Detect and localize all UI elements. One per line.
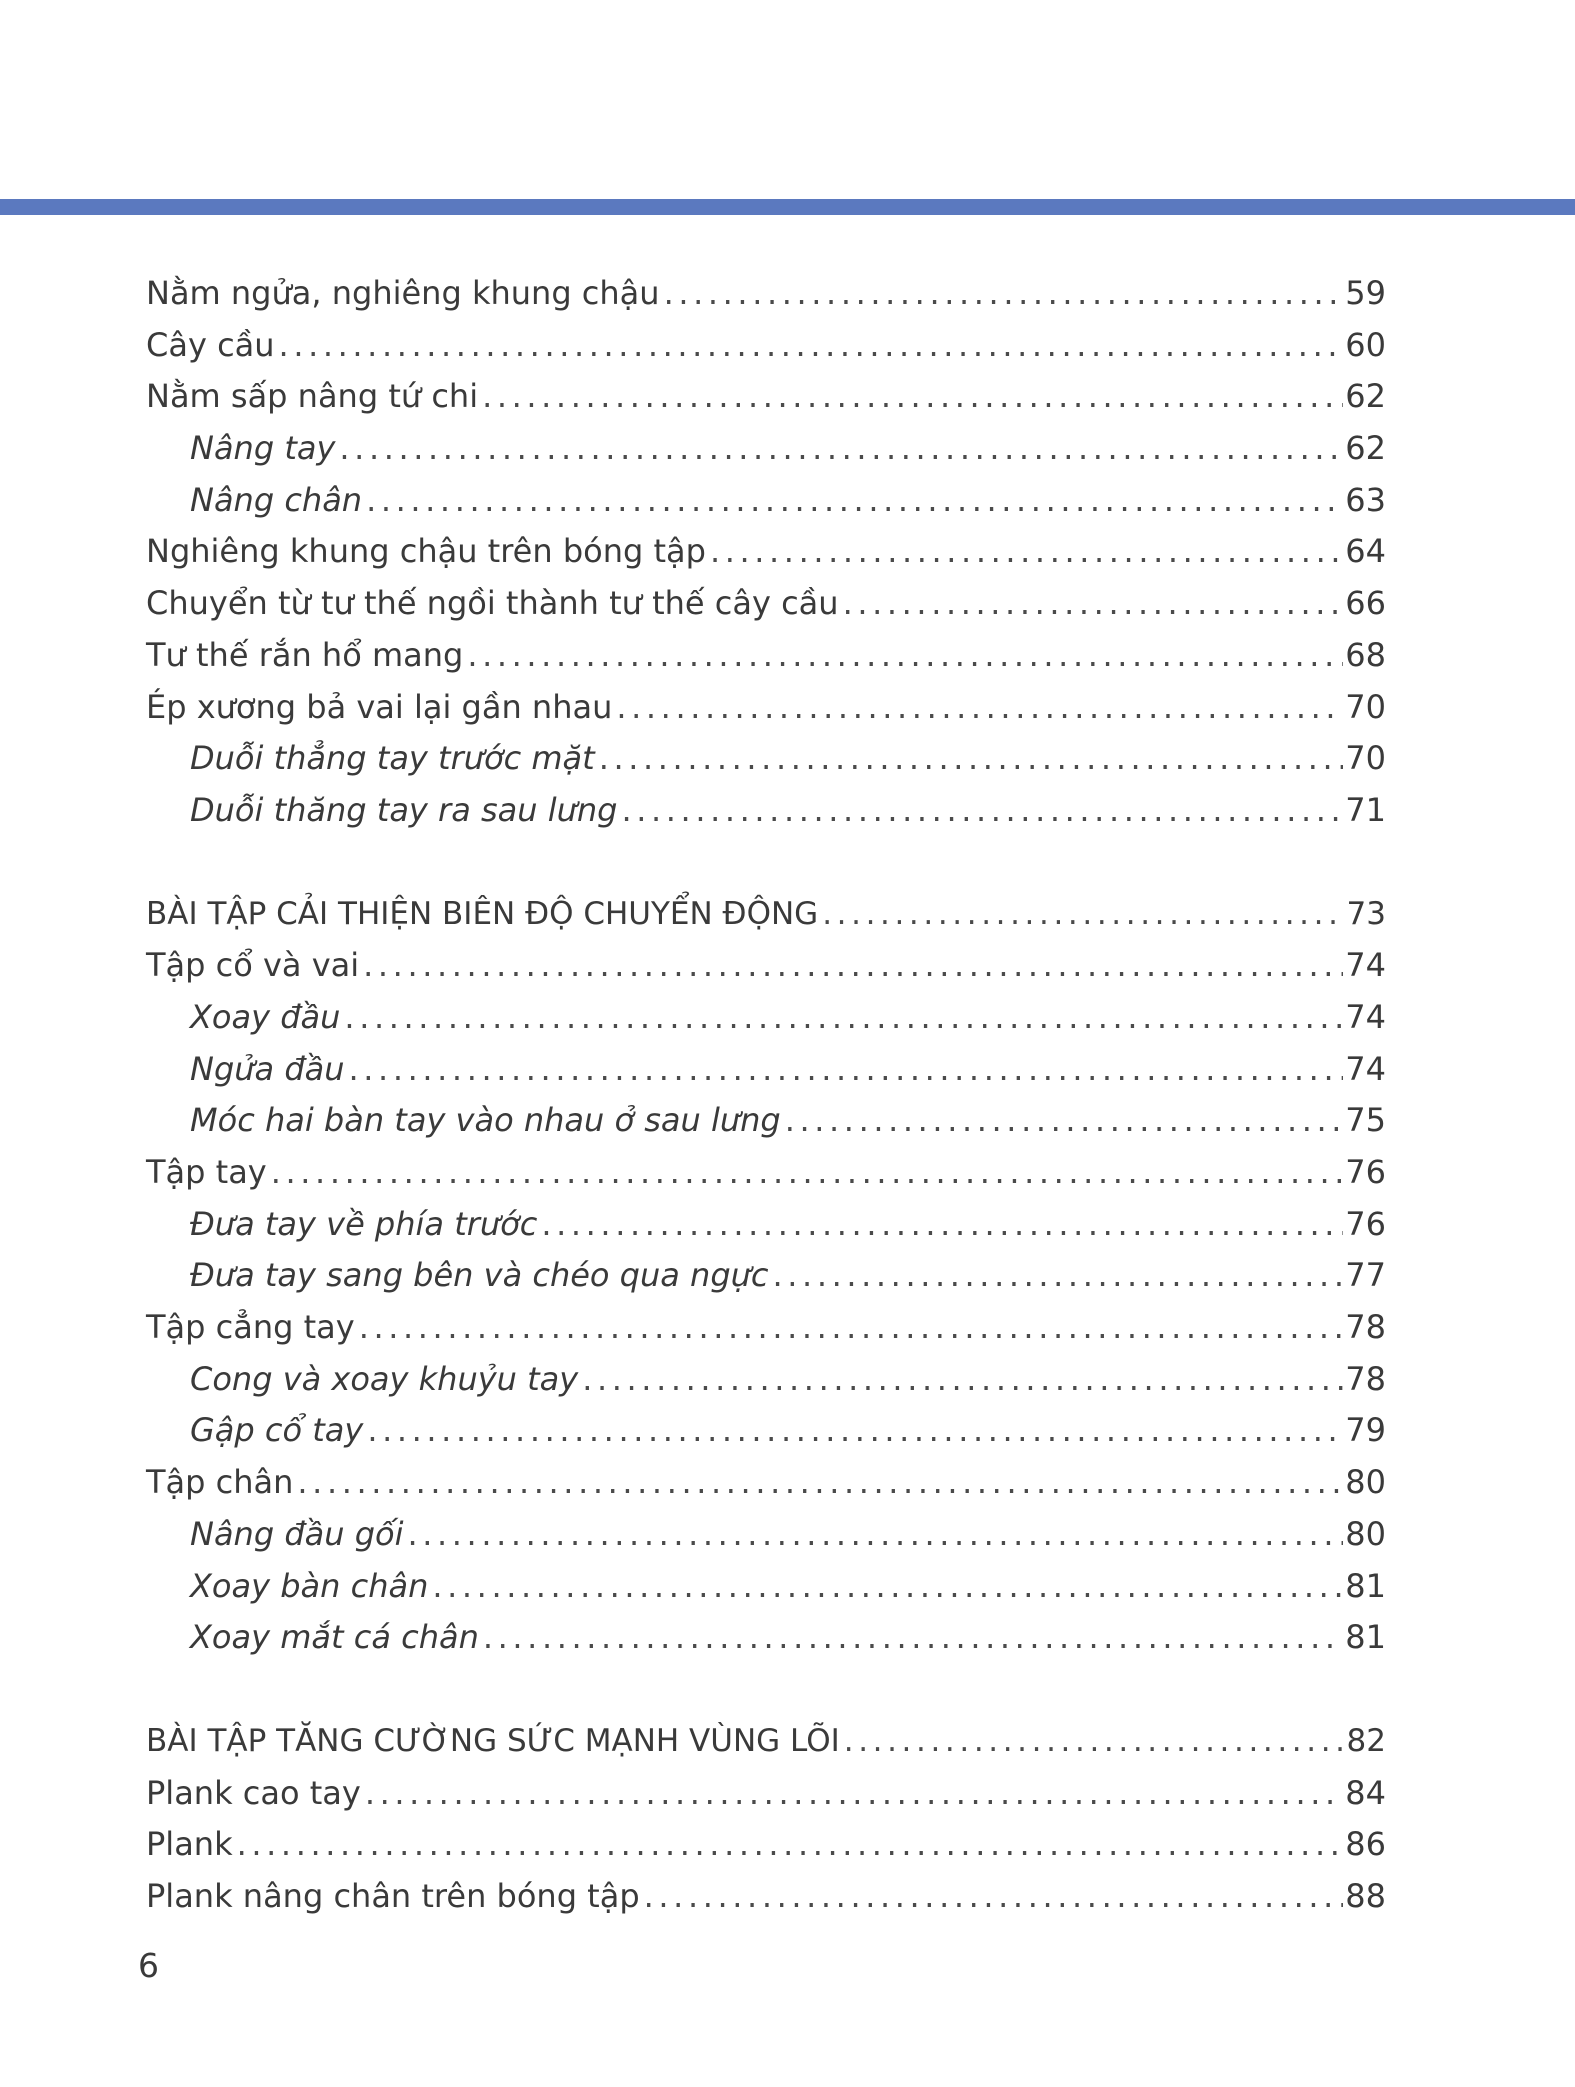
toc-dot-leader (710, 526, 1343, 578)
toc-entry (146, 1044, 1386, 1096)
toc-entry (146, 1509, 1386, 1561)
toc-entry-title: Tập tay (146, 1153, 267, 1191)
toc-entry (146, 1405, 1386, 1457)
toc-entry-page: 79 (1345, 1411, 1386, 1450)
toc-entry-page: 80 (1345, 1514, 1386, 1553)
toc-entry-page: 74 (1345, 946, 1386, 985)
toc-dot-leader (359, 1302, 1344, 1354)
toc-entry-page: 77 (1345, 1256, 1386, 1295)
toc-entry (146, 785, 1386, 837)
page-number: 6 (138, 1946, 159, 1985)
toc-entry-title: Nâng tay (190, 429, 336, 468)
toc-dot-leader (582, 1354, 1343, 1406)
toc-entry-title: Chuyển từ tư thế ngồi thành tư thế cây cầu (146, 584, 839, 623)
toc-entry-title: Tập cẳng tay (146, 1308, 355, 1347)
toc-dot-leader (541, 1199, 1343, 1251)
toc-entry-page: 73 (1346, 895, 1386, 932)
toc-entry-page: 76 (1345, 1153, 1386, 1191)
toc-entry (146, 1561, 1386, 1613)
toc-entry (146, 1612, 1386, 1664)
toc-entry (146, 1302, 1386, 1354)
toc-entry-title: Nằm ngửa, nghiêng khung chậu (146, 274, 660, 312)
toc-entry (146, 1768, 1386, 1820)
toc-entry-page: 80 (1345, 1463, 1386, 1502)
toc-dot-leader (599, 733, 1344, 785)
toc-entry-title: Đưa tay sang bên và chéo qua ngực (190, 1256, 769, 1295)
toc-entry-title: Duỗi thẳng tay trước mặt (190, 739, 595, 778)
toc-dot-leader (664, 268, 1344, 320)
toc-dot-leader (363, 940, 1343, 992)
toc-dot-leader (644, 1871, 1344, 1923)
toc-entry (146, 320, 1386, 372)
toc-entry (146, 733, 1386, 785)
table-of-contents (146, 268, 1386, 1923)
toc-entry-page: 78 (1345, 1308, 1386, 1347)
toc-entry-page: 59 (1345, 274, 1386, 312)
toc-entry (146, 682, 1386, 734)
toc-entry-page: 78 (1345, 1359, 1386, 1398)
toc-dot-leader (483, 1612, 1343, 1664)
toc-section-heading (146, 889, 1386, 941)
toc-dot-leader (366, 475, 1343, 527)
toc-dot-leader (297, 1457, 1343, 1509)
toc-entry-title: Ngửa đầu (190, 1049, 345, 1088)
toc-entry-page: 63 (1345, 480, 1386, 519)
toc-dot-leader (339, 423, 1343, 475)
toc-entry-title: Xoay mắt cá chân (190, 1618, 479, 1657)
toc-entry-page: 74 (1345, 997, 1386, 1036)
toc-entry-page: 66 (1345, 584, 1386, 623)
toc-dot-leader (822, 889, 1344, 941)
toc-entry-page: 81 (1345, 1566, 1386, 1605)
toc-entry-title: Nằm sấp nâng tứ chi (146, 377, 479, 416)
toc-entry (146, 1199, 1386, 1251)
toc-entry-title: Nghiêng khung chậu trên bóng tập (146, 532, 706, 571)
toc-entry-page: 70 (1345, 739, 1386, 778)
toc-entry-page: 62 (1345, 429, 1386, 468)
toc-entry (146, 1819, 1386, 1871)
toc-entry-title: BÀI TẬP CẢI THIỆN BIÊN ĐỘ CHUYỂN ĐỘNG (146, 895, 819, 932)
toc-entry-title: Tập cổ và vai (146, 946, 360, 985)
toc-entry (146, 940, 1386, 992)
toc-dot-leader (621, 785, 1343, 837)
toc-entry-title: Plank nâng chân trên bóng tập (146, 1876, 640, 1915)
toc-entry-title: Plank cao tay (146, 1773, 361, 1812)
toc-entry (146, 268, 1386, 320)
toc-entry (146, 1147, 1386, 1199)
toc-entry-title: Cây cầu (146, 325, 275, 364)
toc-dot-leader (237, 1819, 1344, 1871)
toc-entry-page: 74 (1345, 1049, 1386, 1088)
toc-entry (146, 992, 1386, 1044)
toc-entry (146, 630, 1386, 682)
toc-entry (146, 526, 1386, 578)
toc-entry-title: Plank (146, 1825, 233, 1864)
toc-entry-title: Ép xương bả vai lại gần nhau (146, 687, 613, 726)
toc-entry (146, 371, 1386, 423)
header-accent-bar (0, 199, 1575, 215)
toc-entry-title: Cong và xoay khuỷu tay (190, 1359, 579, 1398)
toc-dot-leader (407, 1509, 1343, 1561)
toc-entry (146, 1354, 1386, 1406)
toc-entry (146, 1095, 1386, 1147)
toc-entry (146, 1457, 1386, 1509)
toc-entry (146, 578, 1386, 630)
toc-entry-page: 60 (1345, 325, 1386, 364)
toc-entry-page: 62 (1345, 377, 1386, 416)
toc-dot-leader (279, 320, 1344, 372)
toc-entry-title: Nâng chân (190, 480, 363, 519)
toc-entry-page: 76 (1345, 1204, 1386, 1243)
toc-section-heading (146, 1716, 1386, 1768)
toc-dot-leader (467, 630, 1343, 682)
toc-entry-title: Duỗi thăng tay ra sau lưng (190, 790, 618, 829)
toc-dot-leader (365, 1768, 1343, 1820)
toc-entry-page: 84 (1345, 1773, 1386, 1812)
toc-entry-title: BÀI TẬP TĂNG CƯỜNG SỨC MẠNH VÙNG LÕI (146, 1722, 840, 1759)
toc-entry-page: 64 (1345, 532, 1386, 571)
toc-entry (146, 475, 1386, 527)
toc-entry-title: Móc hai bàn tay vào nhau ở sau lưng (190, 1101, 781, 1140)
toc-entry-page: 86 (1345, 1825, 1386, 1864)
toc-dot-leader (616, 682, 1343, 734)
toc-dot-leader (785, 1095, 1344, 1147)
toc-entry-title: Nâng đầu gối (190, 1514, 404, 1553)
toc-entry (146, 1250, 1386, 1302)
toc-dot-leader (773, 1250, 1344, 1302)
toc-dot-leader (844, 1716, 1345, 1768)
toc-entry-title: Xoay đầu (190, 997, 341, 1036)
toc-dot-leader (367, 1405, 1343, 1457)
toc-entry-title: Tư thế rắn hổ mang (146, 635, 464, 674)
toc-dot-leader (482, 371, 1343, 423)
toc-dot-leader (271, 1147, 1344, 1199)
toc-entry-page: 82 (1346, 1722, 1386, 1759)
toc-entry-title: Gập cổ tay (190, 1411, 364, 1450)
toc-entry (146, 1871, 1386, 1923)
toc-entry-page: 70 (1345, 687, 1386, 726)
toc-entry-title: Xoay bàn chân (190, 1566, 429, 1605)
toc-entry (146, 423, 1386, 475)
toc-entry-page: 68 (1345, 635, 1386, 674)
toc-dot-leader (843, 578, 1344, 630)
toc-dot-leader (349, 1044, 1344, 1096)
toc-entry-page: 88 (1345, 1876, 1386, 1915)
toc-entry-page: 75 (1345, 1101, 1386, 1140)
toc-entry-page: 81 (1345, 1618, 1386, 1657)
toc-entry-title: Tập chân (146, 1463, 294, 1502)
toc-dot-leader (432, 1561, 1343, 1613)
toc-dot-leader (344, 992, 1343, 1044)
toc-entry-page: 71 (1345, 790, 1386, 829)
toc-entry-title: Đưa tay về phía trước (190, 1204, 538, 1243)
